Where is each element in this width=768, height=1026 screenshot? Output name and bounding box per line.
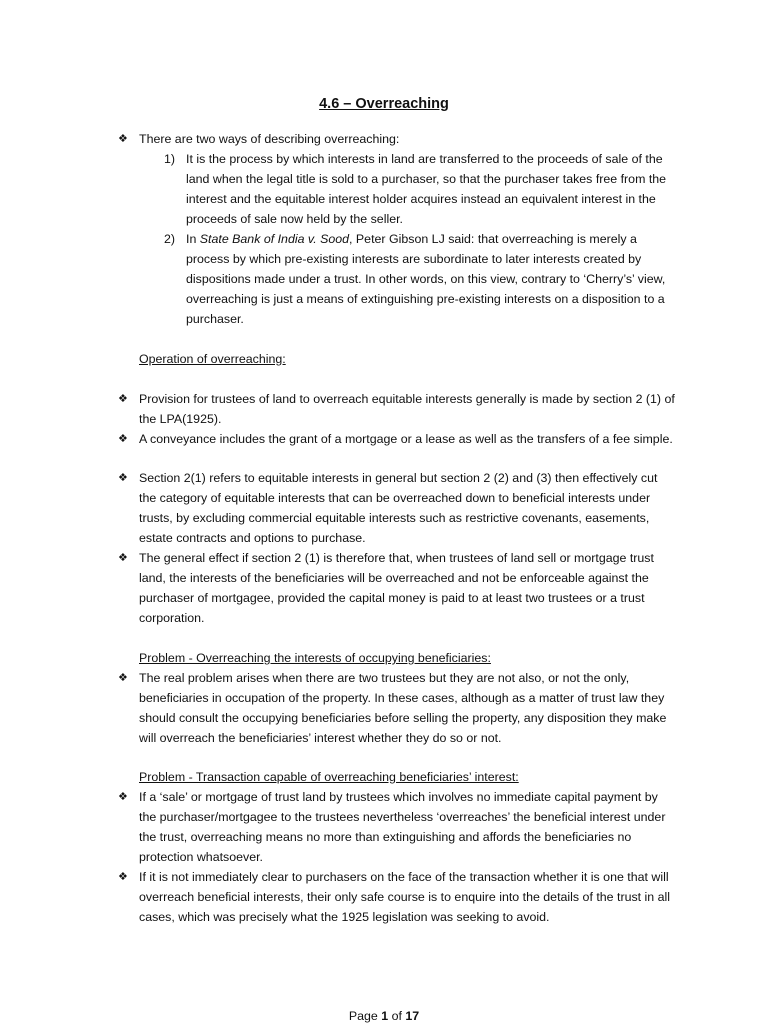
of-word: of xyxy=(388,1009,406,1023)
list-item xyxy=(118,429,678,449)
bullet-text: If it is not immediately clear to purchasers on the face of the transaction whether it is one that will overreach beneficial interests, their only safe course is to enquire into the details of the trust in all cases, which was precisely what the 1925 legislation was seeking to avoid. xyxy=(139,870,671,924)
page-title: 4.6 – Overreaching xyxy=(319,96,449,112)
diamond-bullet-icon: ❖ xyxy=(118,432,128,445)
numbered-item-1-text: It is the process by which interests in land are transferred to the proceeds of sale of the land when the legal title is sold to a purchaser, so that the purchaser takes free from the interest and the equitable interest holder acquires instead an equivalent interest in the proceeds of sale now held by the seller. xyxy=(186,152,667,226)
list-item xyxy=(118,787,678,867)
page-total: 17 xyxy=(405,1009,420,1023)
item-2-post: , Peter Gibson LJ said: that overreaching is merely a process by which pre-existing interests are subordinate to later interests created by dispositions made under a trust. In other words, on this view, contrary to ‘Cherry’s’ view, overreaching is just a means of extinguishing pre-existing interests on a disposition to a purchaser. xyxy=(186,232,666,326)
item-2-pre: In xyxy=(186,232,200,246)
bullet-text: A conveyance includes the grant of a mortgage or a lease as well as the transfers of a fee simple. xyxy=(139,432,673,446)
list-item xyxy=(118,668,678,748)
diamond-bullet-icon: ❖ xyxy=(118,551,128,564)
numbered-item-2-text xyxy=(186,229,676,329)
page-word: Page xyxy=(348,1009,382,1023)
list-item xyxy=(118,548,678,628)
bullet-text: The real problem arises when there are two trustees but they are not also, or not the only, beneficiaries in occupation of the property. In these cases, although as a matter of trust law they should consult the occupying beneficiaries before selling the property, any disposition they make will overreach the beneficiaries’ interest whether they do so or not. xyxy=(139,671,667,745)
intro-text: There are two ways of describing overreaching: xyxy=(139,132,400,146)
bullet-text: If a ‘sale’ or mortgage of trust land by trustees which involves no immediate capital payment by the purchaser/mortgagee to the trustees nevertheless ‘overreaches’ the beneficial interest under the trust, overreaching means no more than extinguishing and affords the beneficiaries no protection whatsoever. xyxy=(139,790,666,864)
diamond-bullet-icon: ❖ xyxy=(118,471,128,484)
bullet-text: Section 2(1) refers to equitable interests in general but section 2 (2) and (3) then effectively cut the category of equitable interests that can be overreached down to beneficial interests under trusts, by excluding commercial equitable interests such as restrictive covenants, easements, estate contracts and options to purchase. xyxy=(139,471,658,545)
page-number: 1 xyxy=(381,1009,389,1023)
diamond-bullet-icon: ❖ xyxy=(118,671,128,684)
diamond-bullet-icon: ❖ xyxy=(118,790,128,803)
intro-bullet xyxy=(118,129,678,149)
list-item xyxy=(118,468,678,548)
section-heading-operation: Operation of overreaching: xyxy=(139,352,286,366)
diamond-bullet-icon: ❖ xyxy=(118,392,128,405)
list-item xyxy=(118,867,678,927)
page-footer xyxy=(0,1006,768,1026)
list-item xyxy=(118,389,678,429)
item-number: 1) xyxy=(164,152,176,166)
bullet-text: Provision for trustees of land to overreach equitable interests generally is made by section 2 (1) of the LPA(1925). xyxy=(139,392,675,426)
item-number: 2) xyxy=(164,232,176,246)
diamond-bullet-icon: ❖ xyxy=(118,132,128,145)
section-heading-problem-2: Problem - Transaction capable of overreaching beneficiaries’ interest: xyxy=(139,770,519,784)
diamond-bullet-icon: ❖ xyxy=(118,870,128,883)
section-heading-problem-1: Problem - Overreaching the interests of occupying beneficiaries: xyxy=(139,651,491,665)
case-citation: State Bank of India v. Sood xyxy=(199,232,350,246)
bullet-text: The general effect if section 2 (1) is therefore that, when trustees of land sell or mortgage trust land, the interests of the beneficiaries will be overreached and not be enforceable against the purchaser of mortgagee, provided the capital money is paid to at least two trustees or a trust corporation. xyxy=(139,551,654,625)
